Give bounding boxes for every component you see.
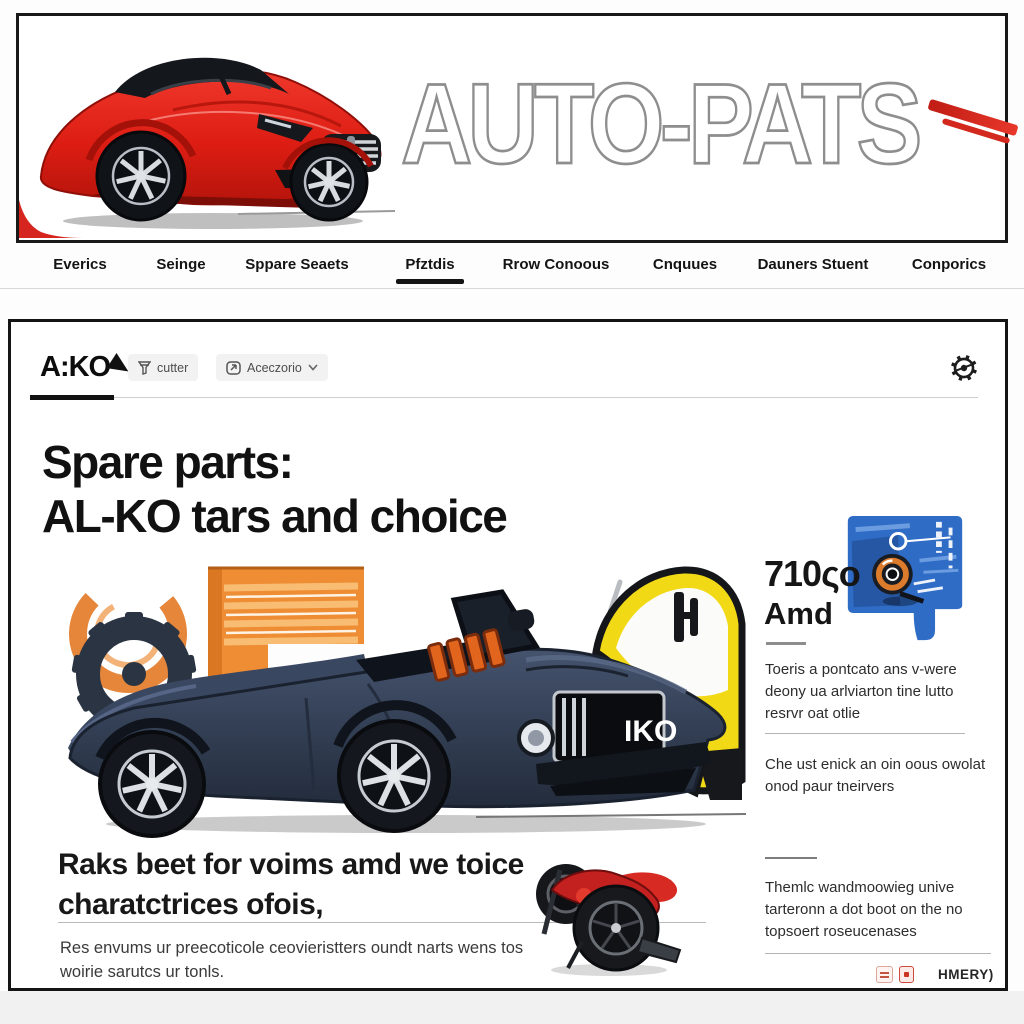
alko-logo[interactable]: A:KO (40, 351, 111, 383)
category-chip-label: Aceczorio (247, 360, 302, 375)
hero-banner (16, 13, 1008, 243)
category-chip[interactable] (216, 354, 328, 381)
nav-item-conporics[interactable]: Conporics (911, 256, 987, 273)
rear-wheel (97, 132, 185, 220)
nav-item-pfztdis[interactable]: Pfztdis (405, 256, 455, 273)
bearing-part (872, 554, 913, 595)
product-footer-row (876, 966, 994, 983)
corner-red-swoosh (19, 198, 89, 243)
product-price: 710ςo (764, 553, 860, 594)
grille-badge-text: IKO (624, 715, 678, 748)
chevron-down-icon (308, 364, 318, 371)
product-paragraph-2: Che ust enick an oin oous owolat onod paur tneirvers (765, 756, 986, 795)
nav-item-cnquues[interactable]: Cnquues (652, 256, 718, 273)
nav-item-seinge[interactable]: Seinge (156, 256, 206, 273)
active-tab-underline (396, 279, 464, 284)
product-unit: Amd (764, 596, 833, 631)
section-body-line2: woirie sarutcs ur tonls. (60, 962, 225, 981)
section-heading-line2: charatctrices ofois, (58, 887, 324, 921)
nav-divider (0, 288, 1024, 289)
wordmark: AUTO-PATS (401, 60, 918, 188)
car-rear-wheel (100, 732, 204, 836)
nav-item-sppare-seaets[interactable]: Sppare Seaets (245, 256, 349, 273)
nav-item-everics[interactable]: Everics (53, 256, 107, 273)
divider (765, 733, 965, 734)
bottom-strip (0, 991, 1024, 1024)
funnel-icon (138, 361, 151, 375)
id-card-icon[interactable] (876, 966, 893, 983)
motorcycle-illustration (524, 842, 690, 982)
section-body-line1: Res envums ur preecoticole ceovieristters oundt narts wens tos (60, 939, 524, 957)
product-paragraph-1: Toeris a pontcato ans v-were deony ua arlviarton tine lutto resrvr oat otlie (765, 661, 957, 722)
blue-product-image[interactable] (842, 512, 968, 648)
product-paragraph-3: Themlc wandmoowieg unive tarteronn a dot boot on the no topsoert roseucenases (765, 879, 963, 940)
short-divider (765, 857, 817, 859)
page-title-line1: Spare parts: (42, 436, 293, 488)
box-arrow-icon (226, 361, 241, 375)
section-heading (58, 845, 524, 925)
divider (765, 953, 991, 954)
filter-chip-label: cutter (157, 360, 189, 375)
settings-gear-icon[interactable] (944, 348, 984, 388)
page-title-line2: AL-KO tars and choice (42, 489, 507, 542)
car-scene-illustration (56, 552, 748, 840)
nav-item-rrow-conoous[interactable]: Rrow Conoous (502, 256, 610, 273)
section-body (60, 937, 523, 985)
toolbar-rule-active-segment (30, 395, 114, 400)
filter-chip[interactable] (128, 354, 198, 381)
page-title (42, 436, 506, 544)
car-front-wheel (339, 721, 449, 831)
nav-item-dauners-stuent[interactable]: Dauners Stuent (757, 256, 869, 273)
price-underline (766, 642, 806, 645)
red-badge-icon[interactable] (899, 966, 914, 983)
main-nav (0, 250, 1024, 290)
front-wheel (291, 144, 367, 220)
section-heading-line1: Raks beet for voims amd we toice (58, 848, 524, 881)
footer-label: HMERY) (938, 967, 994, 982)
toolbar-rule (30, 397, 978, 398)
